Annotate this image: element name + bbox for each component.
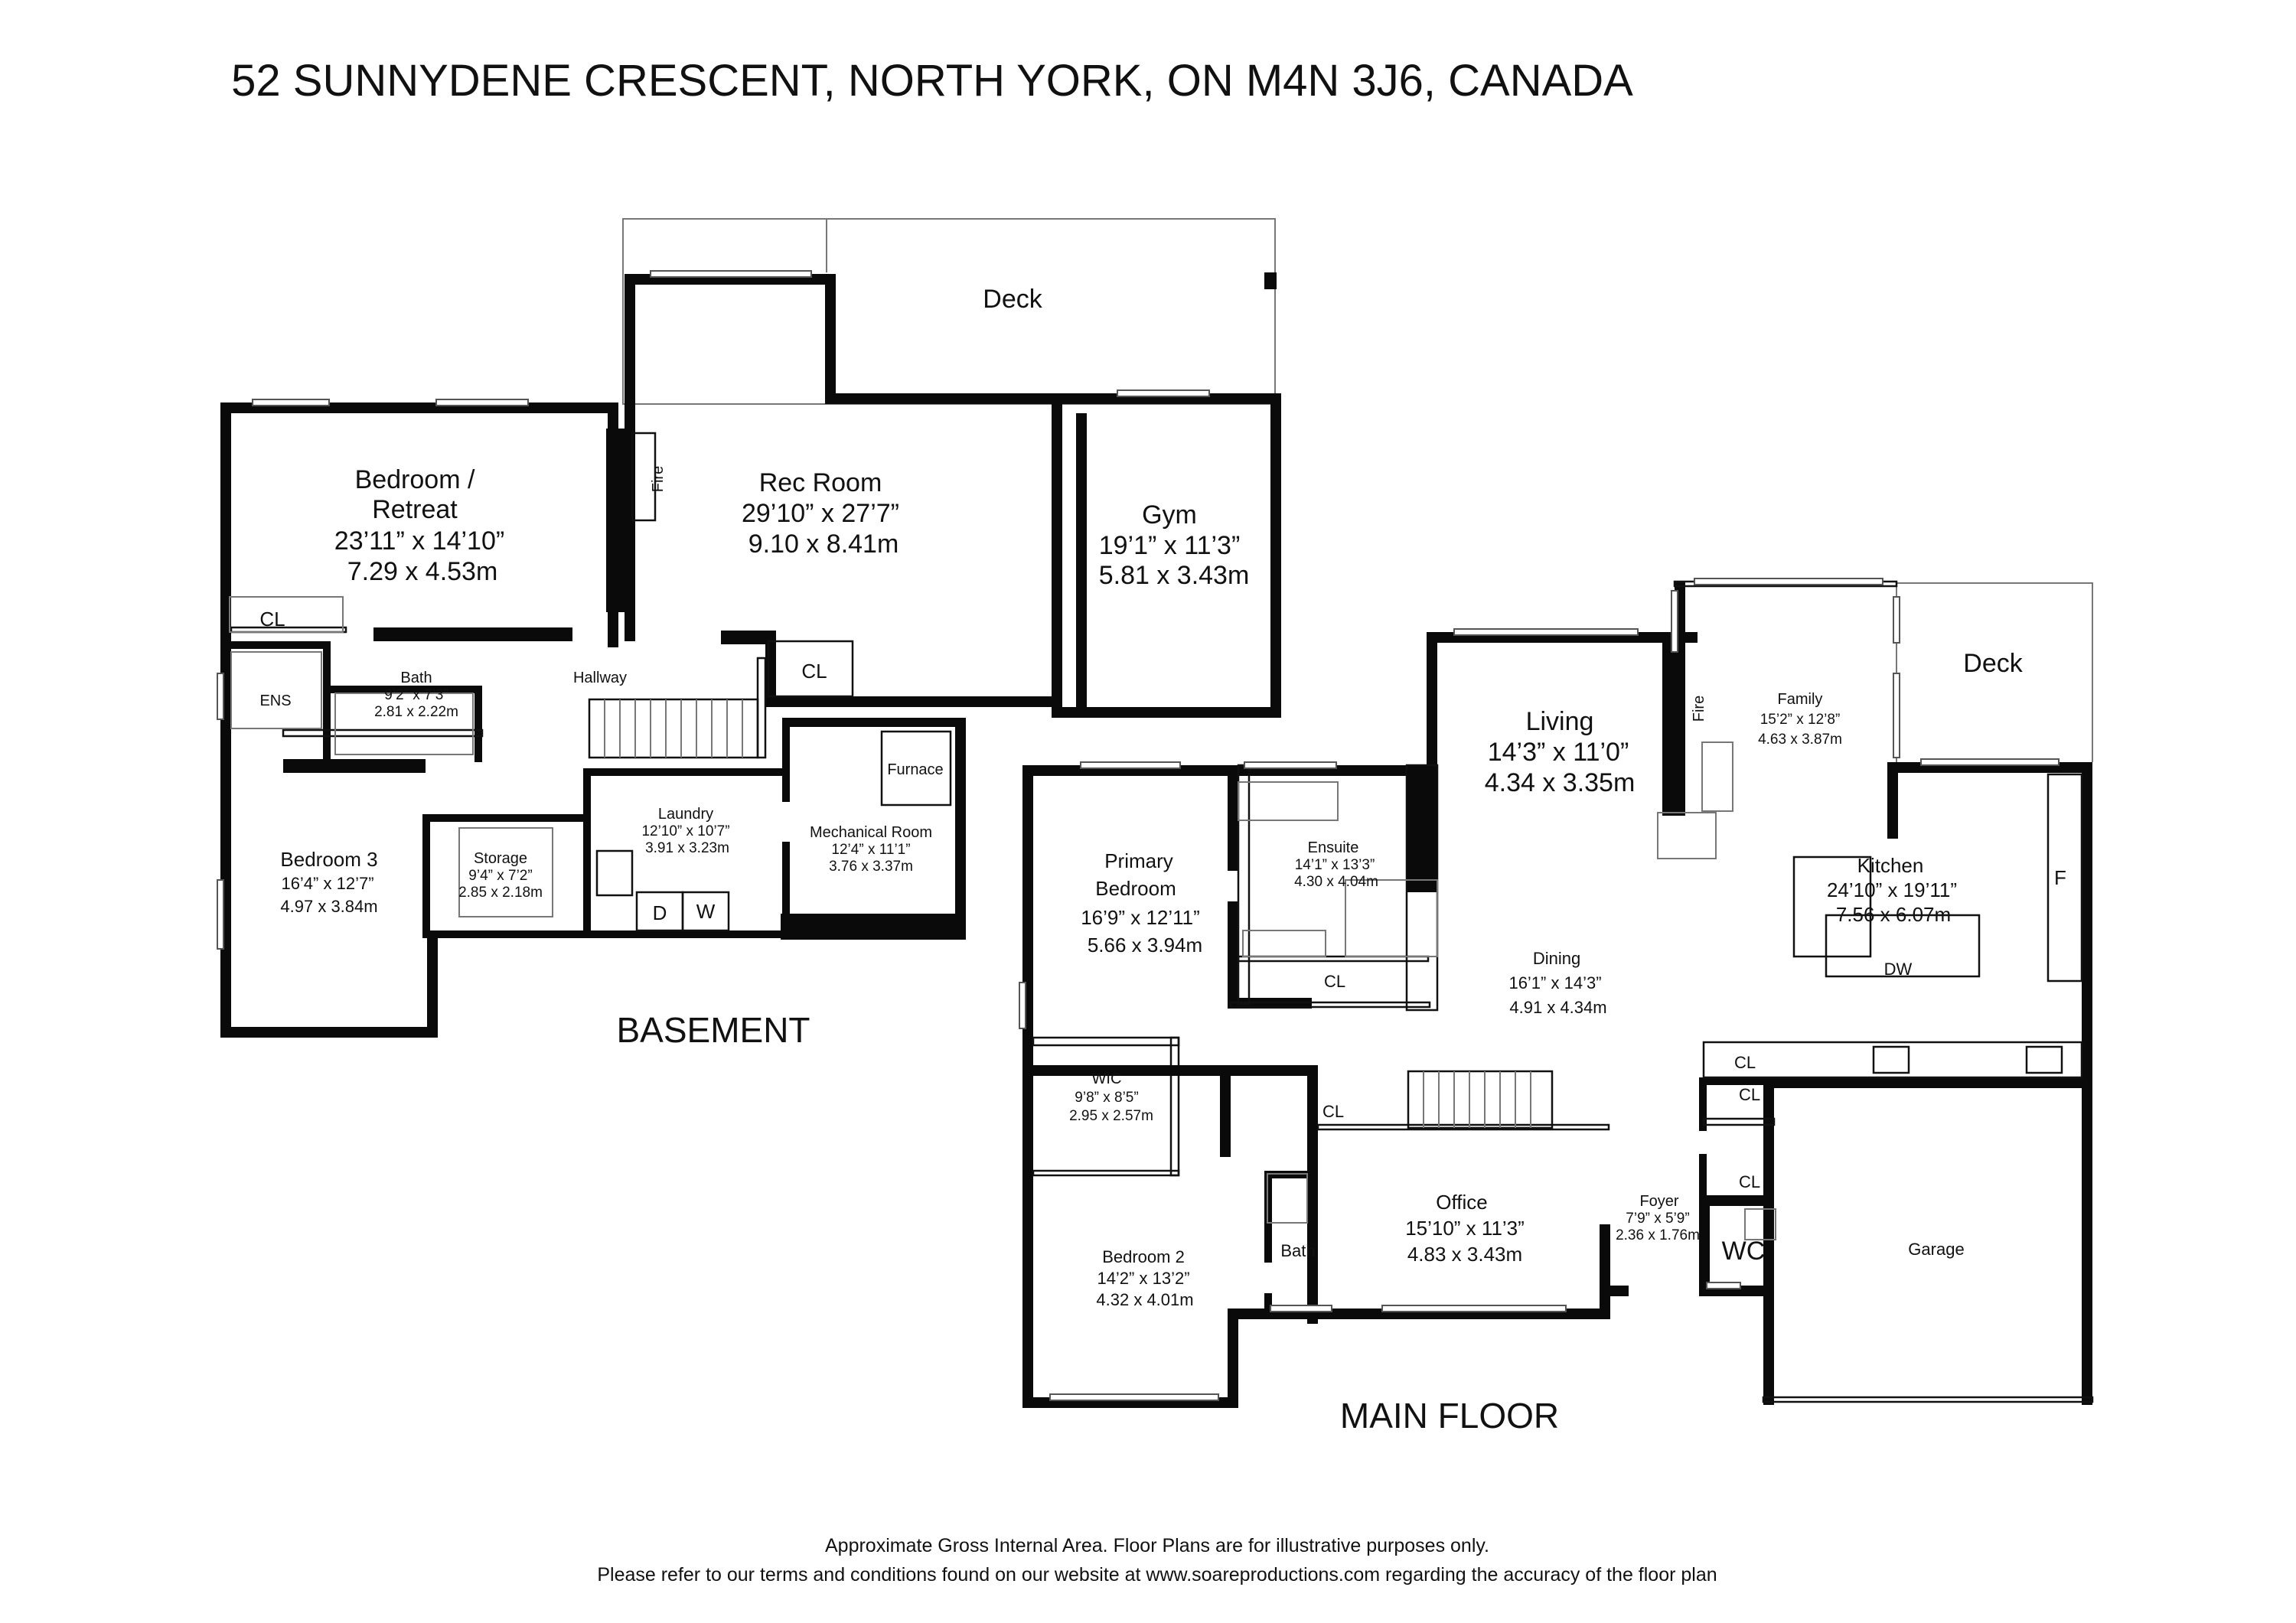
closet-label: CL	[259, 608, 285, 631]
room-dimensions-metric: 3.91 x 3.23m	[645, 840, 729, 856]
room-name: Storage	[473, 850, 528, 867]
room-office	[1405, 1191, 1525, 1266]
room-dimensions-metric: 4.30 x 4.04m	[1294, 874, 1378, 890]
room-name: Dining	[1532, 949, 1581, 968]
garage-label: Garage	[1908, 1240, 1965, 1259]
room-gym	[1099, 500, 1250, 590]
room-dimensions-imperial: 16’9” x 12’11”	[1081, 906, 1200, 929]
room-name: Gym	[1142, 500, 1197, 530]
room-name: Rec Room	[758, 468, 882, 497]
footer-disclaimer: Approximate Gross Internal Area. Floor Plans are for illustrative purposes only.	[825, 1535, 1489, 1556]
room-dimensions-metric: 7.29 x 4.53m	[347, 557, 498, 586]
room-dimensions-metric: 4.91 x 4.34m	[1509, 998, 1607, 1017]
closet-label: CL	[801, 660, 827, 683]
room-name: Bedroom 2	[1102, 1247, 1185, 1266]
room-bedroom-3	[280, 848, 377, 916]
room-dining	[1508, 949, 1606, 1017]
ensuite-label: ENS	[259, 693, 292, 709]
room-dimensions-metric: 7.56 x 6.07m	[1835, 903, 1952, 926]
room-name: WIC	[1091, 1071, 1122, 1087]
room-dimensions-imperial: 16’1” x 14’3”	[1508, 973, 1602, 992]
room-name: Family	[1777, 691, 1823, 708]
room-dimensions-imperial: 19’1” x 11’3”	[1098, 531, 1241, 560]
room-dimensions-metric: 2.81 x 2.22m	[374, 704, 458, 720]
room-name: Living	[1525, 707, 1594, 736]
room-ensuite	[1294, 839, 1378, 890]
main-floor-label: MAIN FLOOR	[1339, 1396, 1560, 1436]
room-name: Kitchen	[1857, 854, 1924, 877]
dishwasher-label: DW	[1883, 960, 1913, 979]
room-dimensions-metric: 4.63 x 3.87m	[1758, 732, 1842, 748]
closet-label: CL	[1738, 1085, 1761, 1104]
room-foyer	[1616, 1193, 1700, 1243]
room-bath	[374, 670, 458, 720]
room-dimensions-metric: 4.83 x 3.43m	[1407, 1243, 1523, 1266]
room-dimensions-metric: 3.76 x 3.37m	[829, 859, 913, 875]
room-dimensions-metric: 5.66 x 3.94m	[1087, 934, 1203, 957]
room-storage	[458, 850, 543, 901]
bath-label: Bath	[1280, 1241, 1316, 1260]
room-dimensions-metric: 9.10 x 8.41m	[748, 530, 899, 559]
room-name: Retreat	[372, 495, 458, 524]
room-dimensions-imperial: 29’10” x 27’7”	[741, 499, 900, 528]
room-dimensions-metric: 4.97 x 3.84m	[280, 897, 378, 916]
room-dimensions-imperial: 9’8” x 8’5”	[1075, 1090, 1139, 1106]
room-name: Ensuite	[1307, 839, 1359, 856]
room-rec-room	[742, 468, 899, 559]
room-dimensions-imperial: 23’11” x 14’10”	[334, 526, 505, 556]
room-dimensions-imperial: 9’4” x 7’2”	[468, 868, 533, 884]
basement-label: BASEMENT	[616, 1010, 810, 1050]
fireplace-label: Fire	[1691, 695, 1707, 722]
dryer-label: D	[652, 901, 667, 924]
deck-label: Deck	[983, 285, 1042, 314]
washer-label: W	[696, 900, 716, 923]
room-name: Office	[1436, 1191, 1488, 1214]
basement-deck	[623, 219, 1277, 404]
main-floor-stairs	[1408, 1071, 1552, 1128]
room-dimensions-metric: 2.85 x 2.18m	[458, 885, 543, 901]
room-family	[1758, 691, 1842, 748]
room-dimensions-metric: 4.34 x 3.35m	[1484, 768, 1636, 797]
room-dimensions-imperial: 9’2” x 7’3”	[384, 687, 448, 703]
main-floor-fixtures	[1238, 742, 2082, 1240]
room-name: Bedroom 3	[280, 848, 378, 871]
room-dimensions-imperial: 14’1” x 13’3”	[1294, 857, 1375, 873]
room-bedroom-2	[1096, 1247, 1193, 1309]
fridge-label: F	[2054, 866, 2066, 889]
basement-stairs	[589, 699, 758, 758]
room-living	[1485, 707, 1636, 797]
room-name: Bedroom	[1095, 877, 1176, 900]
hallway-label: Hallway	[572, 670, 628, 686]
room-bedroom-retreat	[334, 465, 504, 586]
room-dimensions-imperial: 14’3” x 11’0”	[1487, 738, 1629, 767]
wc-label: WC	[1721, 1237, 1766, 1266]
plan-title: 52 SUNNYDENE CRESCENT, NORTH YORK, ON M4N 3J6, CANADA	[231, 56, 1633, 106]
room-dimensions-imperial: 15’10” x 11’3”	[1405, 1217, 1525, 1240]
room-dimensions-imperial: 15’2” x 12’8”	[1760, 712, 1841, 728]
room-name: Bedroom /	[354, 465, 475, 494]
room-dimensions-imperial: 24’10” x 19’11”	[1826, 878, 1958, 901]
closet-label: CL	[1323, 972, 1346, 991]
room-name: Bath	[400, 670, 432, 686]
room-dimensions-imperial: 7’9” x 5’9”	[1626, 1211, 1690, 1227]
room-primary-bedroom	[1081, 849, 1202, 957]
room-dimensions-imperial: 12’10” x 10’7”	[641, 823, 730, 839]
room-kitchen	[1827, 854, 1957, 926]
closet-label: CL	[1733, 1053, 1756, 1072]
room-laundry	[641, 806, 729, 856]
closet-label: CL	[1738, 1172, 1761, 1191]
room-name: Laundry	[657, 806, 714, 823]
room-dimensions-imperial: 16’4” x 12’7”	[281, 874, 374, 893]
room-dimensions-imperial: 14’2” x 13’2”	[1097, 1269, 1190, 1288]
room-name: Mechanical Room	[809, 824, 933, 841]
room-wic	[1069, 1071, 1153, 1124]
room-mechanical	[810, 824, 932, 875]
room-dimensions-metric: 2.36 x 1.76m	[1616, 1227, 1700, 1243]
room-dimensions-metric: 4.32 x 4.01m	[1096, 1290, 1194, 1309]
room-name: Foyer	[1639, 1193, 1679, 1210]
fireplace-label: Fire	[650, 465, 667, 493]
closet-label: CL	[1322, 1102, 1345, 1121]
deck-label: Deck	[1963, 649, 2023, 678]
room-name: Primary	[1104, 849, 1173, 872]
room-dimensions-metric: 5.81 x 3.43m	[1098, 561, 1250, 590]
room-dimensions-imperial: 12’4” x 11’1”	[831, 842, 911, 858]
room-dimensions-metric: 2.95 x 2.57m	[1069, 1108, 1153, 1124]
furnace-label: Furnace	[887, 761, 944, 778]
footer-terms: Please refer to our terms and conditions found on our website at www.soareproductions.com regarding the accuracy of the floor plan	[597, 1564, 1717, 1586]
